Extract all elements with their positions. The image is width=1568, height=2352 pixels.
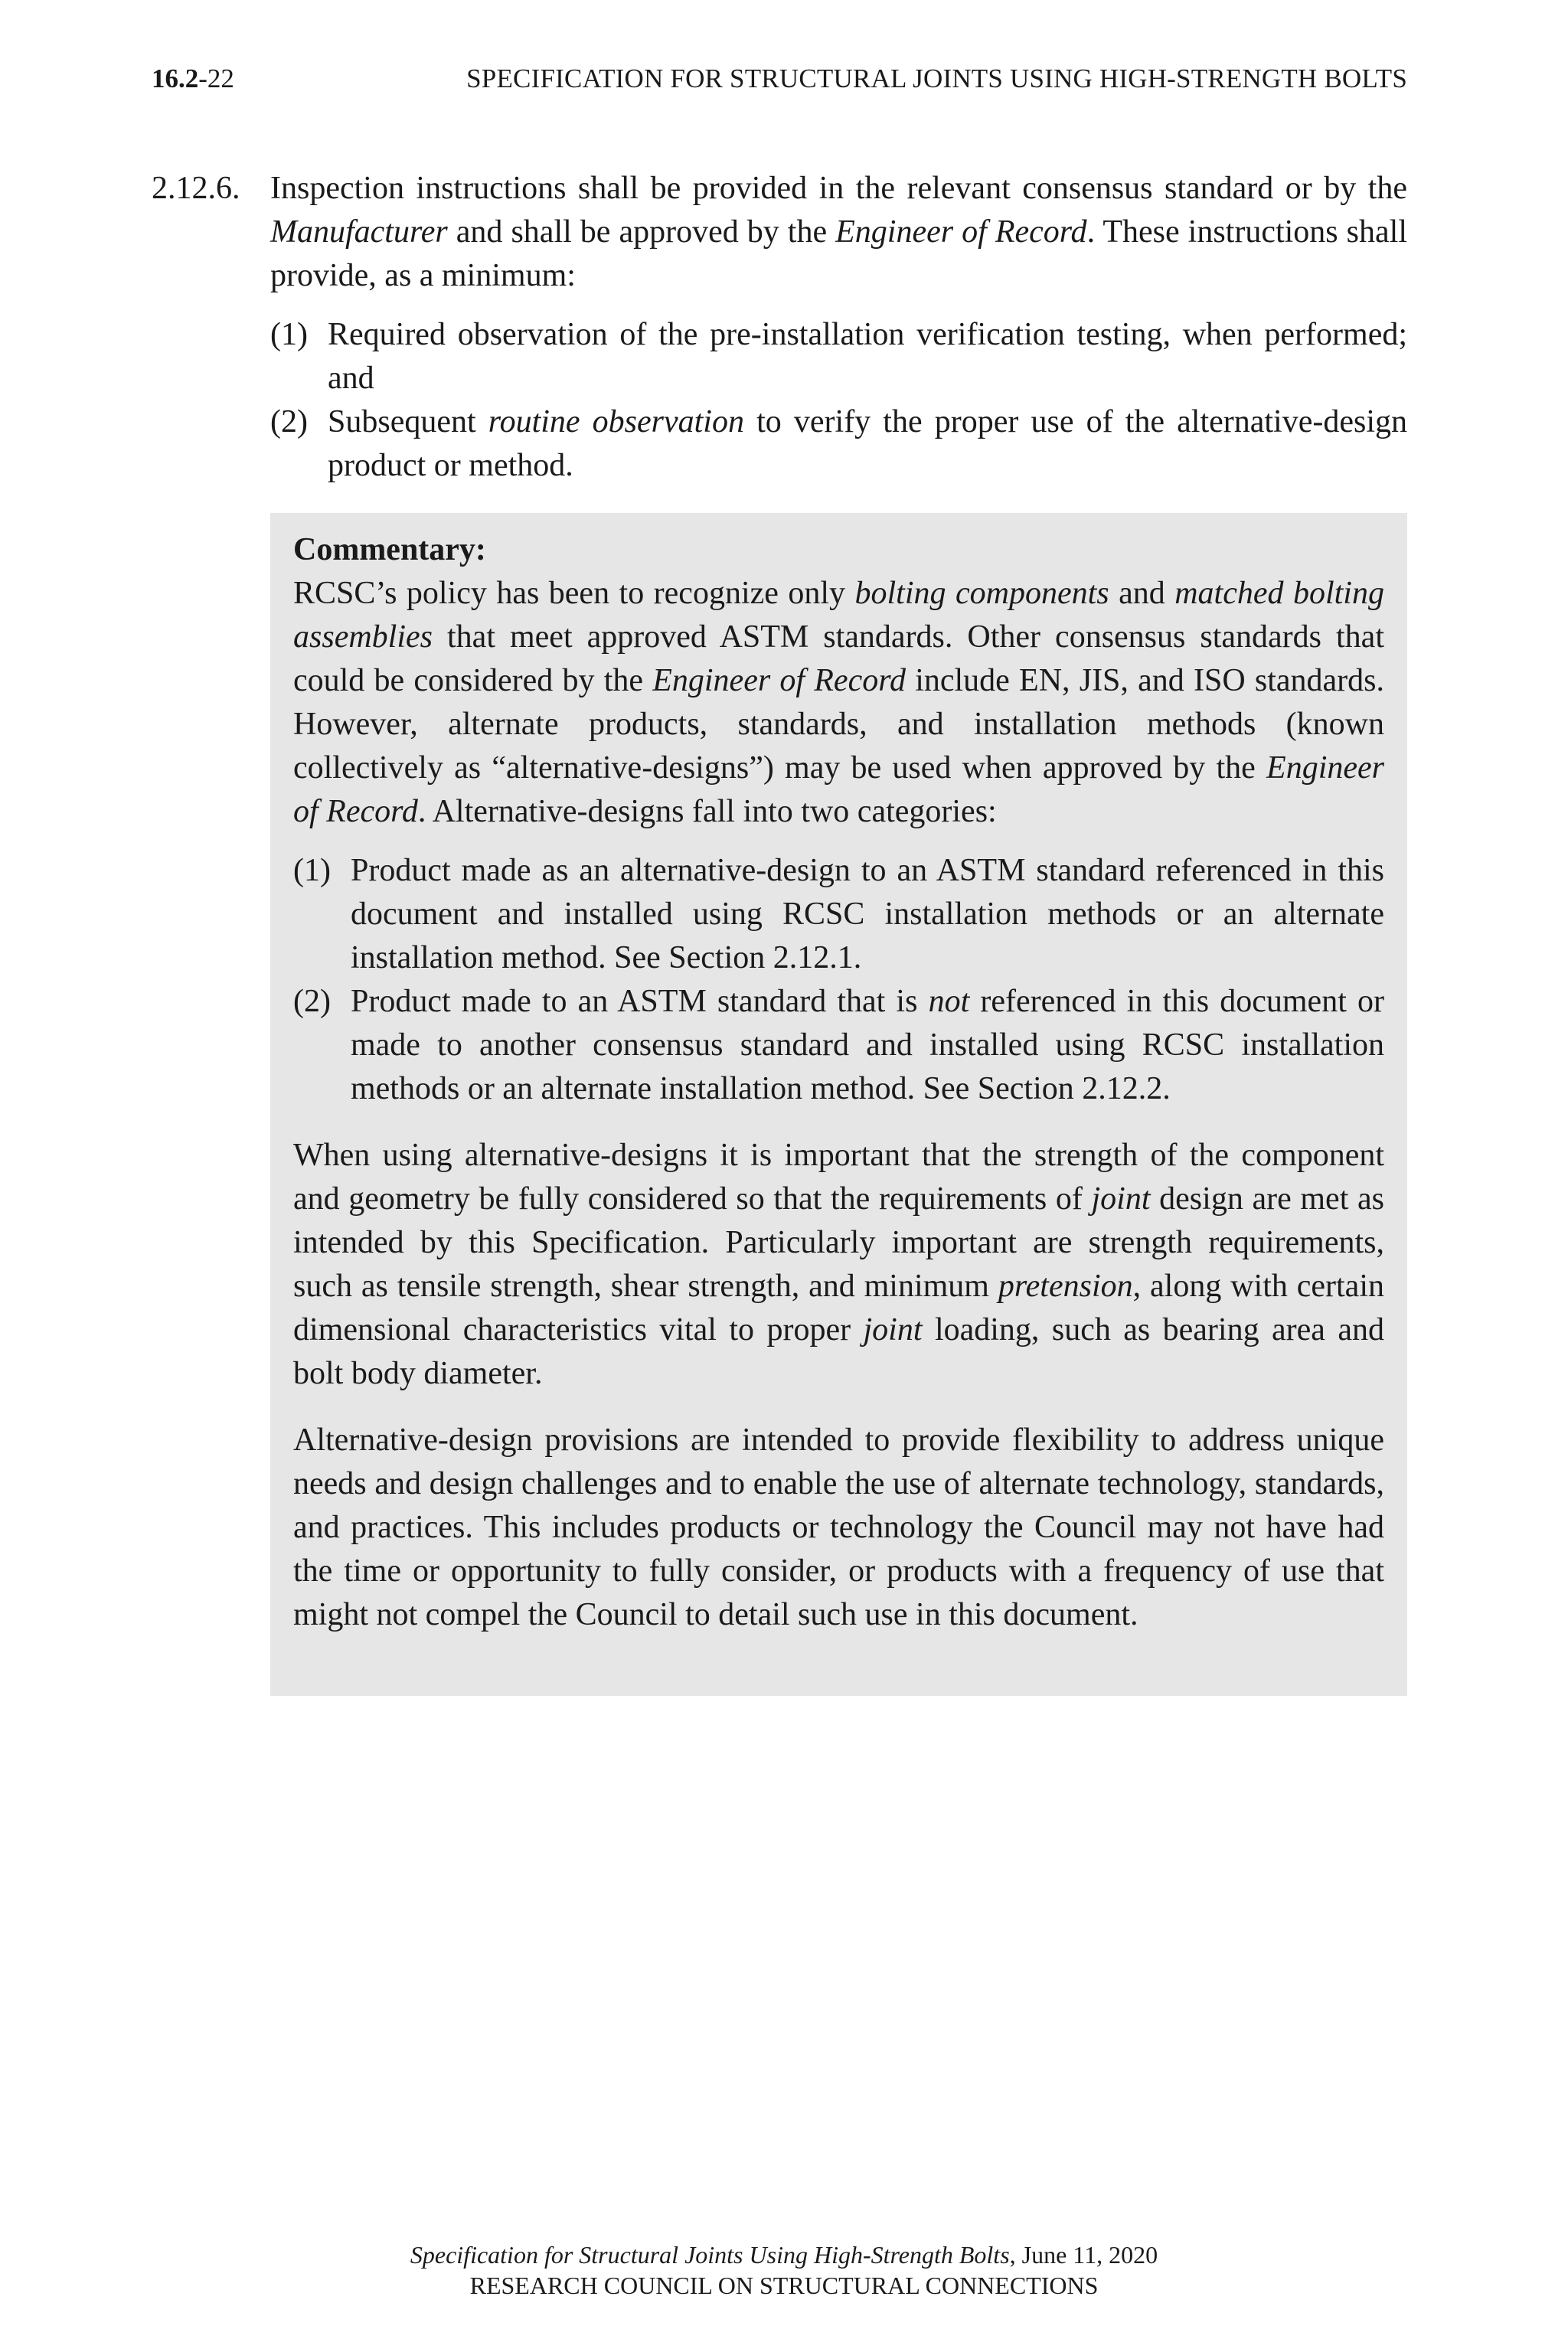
defined-term: pretension [998, 1269, 1133, 1304]
commentary-list [293, 849, 1384, 1111]
defined-term: bolting components [854, 576, 1109, 611]
commentary-paragraph [293, 1134, 1384, 1396]
defined-term: joint [1091, 1181, 1151, 1217]
list-item-text: Product made as an alternative-design to an ASTM standard referenced in this document and installed using RCSC installation methods or an alternate installation method. See Section 2.12.1. [351, 853, 1384, 975]
commentary-heading: Commentary: [293, 532, 486, 567]
defined-term: Engineer of Record [835, 214, 1087, 250]
list-item [293, 849, 1384, 980]
list-item-text: Product made to an ASTM standard that is [351, 984, 929, 1019]
commentary-paragraph [293, 572, 1384, 834]
defined-term: joint [863, 1312, 923, 1348]
commentary-text: loading, such as bearing area and bolt body diameter. [293, 1312, 1384, 1391]
defined-term: routine observation [488, 404, 744, 439]
commentary-text: , along with certain dimensional characteristics vital to proper [293, 1269, 1384, 1348]
clause-list [270, 313, 1407, 488]
emphasis: not [928, 984, 970, 1019]
list-marker: (1) [293, 853, 331, 888]
defined-term: matched bolting assemblies [293, 576, 1384, 655]
clause-text: and shall be approved by the [447, 214, 836, 250]
list-marker: (2) [293, 984, 331, 1019]
defined-term: Manufacturer [270, 214, 448, 250]
list-marker: (2) [270, 404, 308, 439]
commentary-text: and [1109, 576, 1175, 611]
footer-organization: RESEARCH COUNCIL ON STRUCTURAL CONNECTIONS [469, 2272, 1099, 2299]
clause-text: . These instructions shall provide, as a minimum: [270, 214, 1407, 293]
commentary-paragraph: Alternative-design provisions are intended to provide flexibility to address unique needs and design challenges and to enable the use of alternate technology, standards, and practices. This includes products or technology the Council may not have had the time or opportunity to fully consider, or products with a frequency of use that might not compel the Council to detail such use in this document. [293, 1423, 1384, 1632]
clause-text: Inspection instructions shall be provided in the relevant consensus standard or by the [270, 171, 1407, 206]
list-item-text: Subsequent [328, 404, 488, 439]
page-number-section: 16.2 [152, 64, 199, 93]
defined-term: Engineer of Record [293, 750, 1384, 829]
commentary-text: design are met as intended by this Specification. Particularly important are strength requirements, such as tensile strength, shear strength, and minimum [293, 1181, 1384, 1304]
clause-number: 2.12.6. [152, 171, 240, 206]
commentary-text: include EN, JIS, and ISO standards. However, alternate products, standards, and installation methods (known collectively as “alternative-designs”) may be used when approved by the [293, 663, 1384, 786]
commentary-text: When using alternative-designs it is important that the strength of the component and geometry be fully considered so that the requirements of [293, 1138, 1384, 1217]
page-number [152, 60, 234, 98]
list-item-text: Required observation of the pre-installation verification testing, when performed; and [328, 317, 1407, 396]
footer-date: , June 11, 2020 [1009, 2241, 1158, 2269]
page-number-page: -22 [198, 64, 234, 93]
commentary-box [270, 513, 1407, 1696]
header-title: SPECIFICATION FOR STRUCTURAL JOINTS USING HIGH-STRENGTH BOLTS [466, 64, 1407, 93]
list-item [270, 313, 1407, 400]
clause-2-12-6 [152, 167, 1407, 488]
commentary-text: . Alternative-designs fall into two categories: [417, 794, 997, 829]
clause-body [270, 167, 1407, 488]
footer-title: Specification for Structural Joints Using High-Strength Bolts [410, 2241, 1010, 2269]
list-item-text: referenced in this document or made to another consensus standard and installed using RCSC installation methods or an alternate installation method. See Section 2.12.2. [351, 984, 1384, 1106]
list-item [293, 980, 1384, 1111]
list-item [270, 400, 1407, 488]
commentary-text: that meet approved ASTM standards. Other consensus standards that could be considered by the [293, 619, 1384, 698]
footer-publication [0, 2239, 1568, 2270]
commentary-text: RCSC’s policy has been to recognize only [293, 576, 855, 611]
running-head [152, 60, 1407, 98]
list-item-text: to verify the proper use of the alternative-design product or method. [328, 404, 1408, 483]
list-marker: (1) [270, 317, 308, 352]
clause-paragraph [270, 167, 1407, 298]
defined-term: Engineer of Record [652, 663, 906, 698]
page-footer [0, 2239, 1568, 2301]
